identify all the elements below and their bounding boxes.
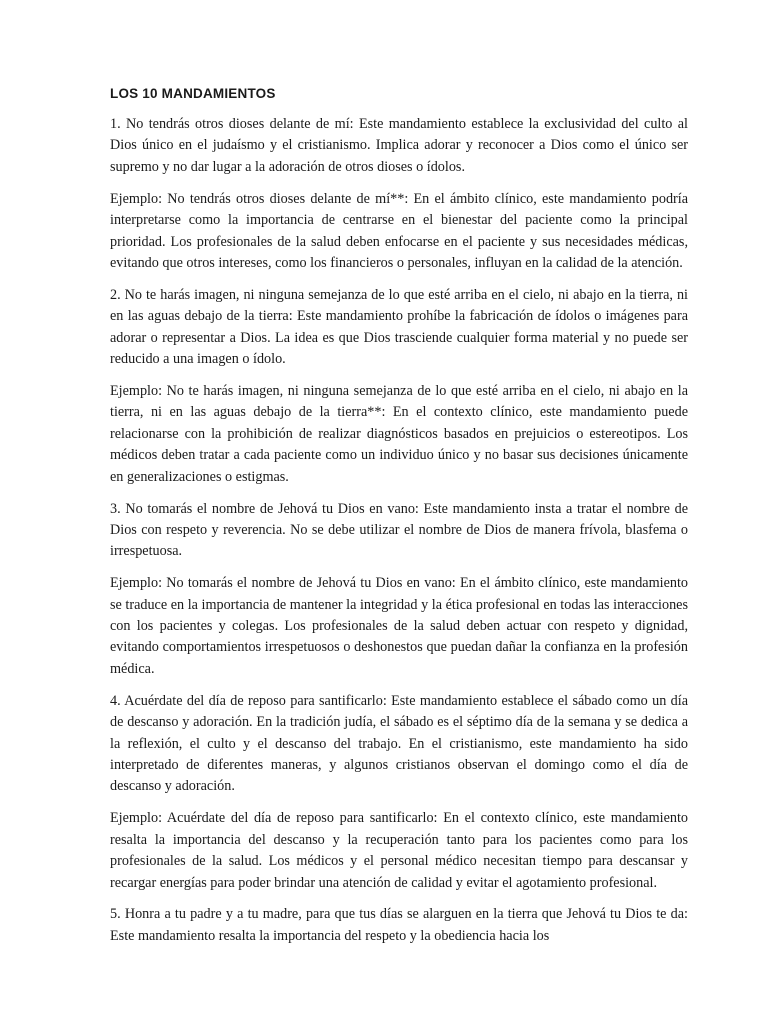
commandment-5-paragraph: 5. Honra a tu padre y a tu madre, para que tus días se alarguen en la tierra que Jehová tu Dios te da: Este mandamiento resalta la importancia del respeto y la obediencia hacia los bbox=[110, 906, 688, 944]
example-3-paragraph: Ejemplo: No tomarás el nombre de Jehová tu Dios en vano: En el ámbito clínico, este mandamiento se traduce en la importancia de mantener la integridad y la ética profesional en todas las interacciones con los pacientes y colegas. Los profesionales de la salud deben actuar con respeto y dignidad, evitando comportamientos irrespetuosos o deshonestos que puedan dañar la confianza en la profesión médica. bbox=[110, 575, 688, 677]
commandment-1-paragraph: 1. No tendrás otros dioses delante de mí: Este mandamiento establece la exclusividad del culto al Dios único en el judaísmo y el cristianismo. Implica adorar y reconocer a Dios como el único ser supremo y no dar lugar a la adoración de otros dioses o ídolos. bbox=[110, 116, 688, 175]
commandment-2-paragraph: 2. No te harás imagen, ni ninguna semejanza de lo que esté arriba en el cielo, ni abajo en la tierra, ni en las aguas debajo de la tierra: Este mandamiento prohíbe la fabricación de ídolos o imágenes para adorar o representar a Dios. La idea es que Dios trasciende cualquier forma material y no puede ser reducido a una imagen o ídolo. bbox=[110, 286, 688, 368]
document-title: LOS 10 MANDAMIENTOS bbox=[110, 86, 276, 101]
example-4-paragraph: Ejemplo: Acuérdate del día de reposo para santificarlo: En el contexto clínico, este mandamiento resalta la importancia del descanso y la recuperación tanto para los pacientes como para los profesionales de la salud. Los médicos y el personal médico necesitan tiempo para descansar y recargar energías para poder brindar una atención de calidad y evitar el agotamiento profesional. bbox=[110, 810, 688, 891]
example-2-paragraph: Ejemplo: No te harás imagen, ni ninguna semejanza de lo que esté arriba en el cielo, ni abajo en la tierra, ni en las aguas debajo de la tierra**: En el contexto clínico, este mandamiento puede relacionarse con la prohibición de realizar diagnósticos basados en prejuicios o estereotipos. Los médicos deben tratar a cada paciente como un individuo único y no basar sus decisiones únicamente en generalizaciones o estigmas. bbox=[110, 382, 688, 485]
commandment-4-paragraph: 4. Acuérdate del día de reposo para santificarlo: Este mandamiento establece el sábado como un día de descanso y adoración. En la tradición judía, el sábado es el séptimo día de la semana y se dedica a la reflexión, el culto y el descanso del trabajo. En el cristianismo, este mandamiento ha sido interpretado de diferentes maneras, y algunos cristianos observan el domingo como el día de descanso y adoración. bbox=[110, 692, 688, 795]
example-1-paragraph: Ejemplo: No tendrás otros dioses delante de mí**: En el ámbito clínico, este mandamiento podría interpretarse como la importancia de centrarse en el bienestar del paciente como la principal prioridad. Los profesionales de la salud deben enfocarse en el paciente y sus necesidades médicas, evitando que otros intereses, como los financieros o personales, influyan en la calidad de la atención. bbox=[110, 190, 688, 271]
document-page bbox=[110, 84, 688, 958]
commandment-3-paragraph: 3. No tomarás el nombre de Jehová tu Dios en vano: Este mandamiento insta a tratar el nombre de Dios con respeto y reverencia. No se debe utilizar el nombre de Dios de manera frívola, blasfema o irrespetuosa. bbox=[110, 500, 688, 560]
